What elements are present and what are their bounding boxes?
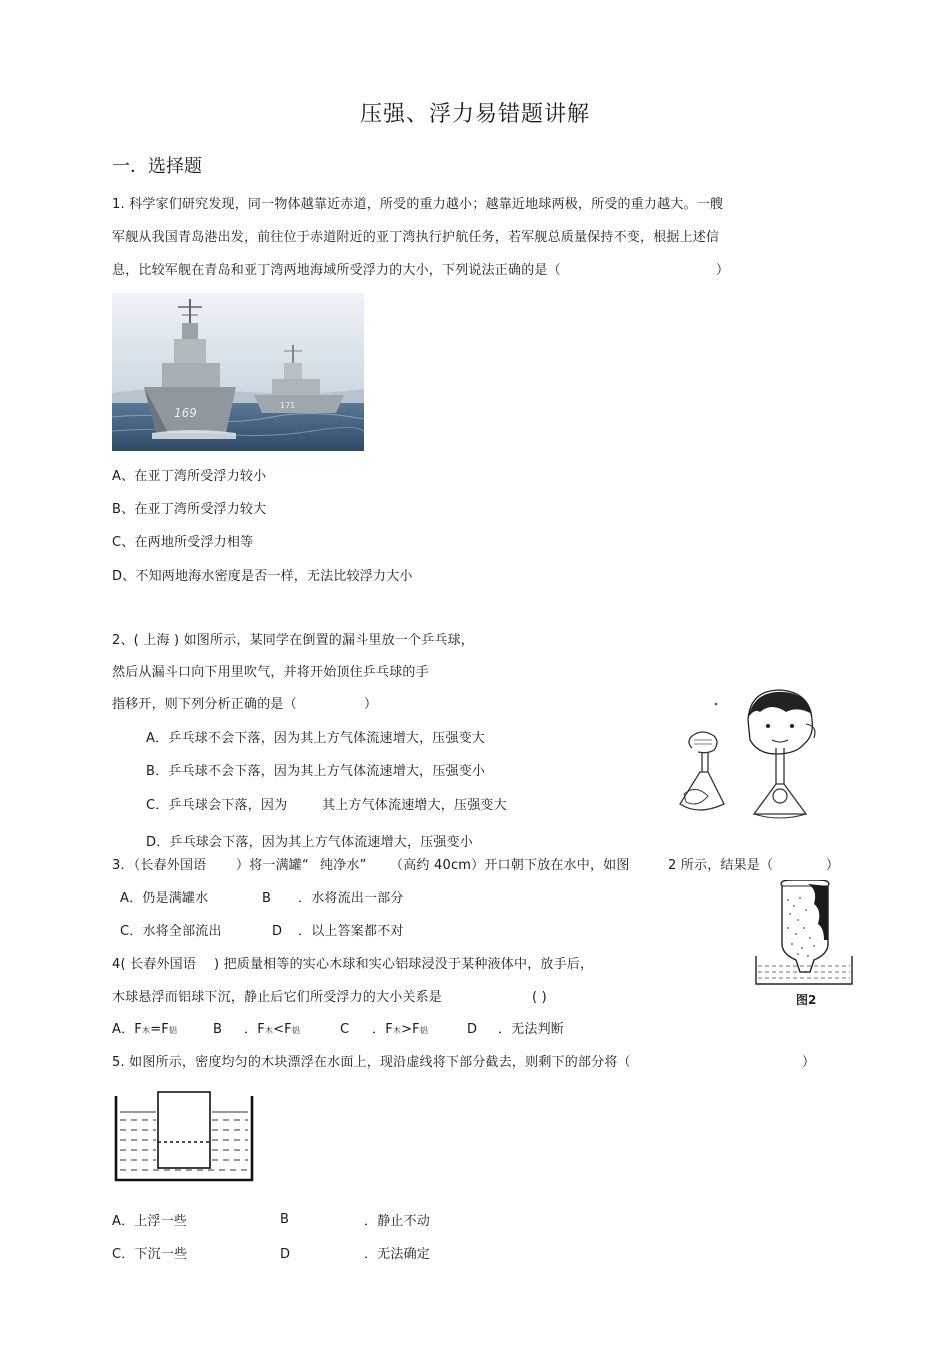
q3-line-part-3: 纯净水”	[320, 858, 367, 873]
q2-bracket-close: ）	[364, 697, 378, 712]
q1-bracket-close: ）	[716, 263, 730, 278]
q1-option-d: D、不知两地海水密度是否一样，无法比较浮力大小	[112, 569, 413, 584]
q4-bracket: ( )	[532, 990, 547, 1005]
q4-line-2: 木球悬浮而铝球下沉，静止后它们所受浮力的大小关系是	[112, 990, 443, 1005]
q1-option-a: A、在亚丁湾所受浮力较小	[112, 469, 267, 484]
q3-option-b-letter: B	[262, 891, 272, 906]
q4-option-c: ．F木>F铝	[372, 1022, 429, 1037]
q5-option-b-text: ．静止不动	[364, 1214, 431, 1229]
q4-option-b-letter: B	[213, 1022, 223, 1037]
q3-line-part-6: 2 所示，结果是（	[668, 858, 774, 873]
q3-option-a: A．仍是满罐水	[120, 891, 209, 906]
water-bottle-figure	[752, 880, 856, 1012]
q5-option-d-text: ．无法确定	[364, 1247, 431, 1262]
q5-option-c: C．下沉一些	[112, 1247, 188, 1262]
q3-option-d-text: ．以上答案都不对	[298, 924, 404, 939]
page-title: 压强、浮力易错题讲解	[359, 102, 590, 127]
warship-photo	[112, 293, 364, 451]
q5-option-b-letter: B	[280, 1212, 290, 1227]
q1-line-2: 军舰从我国青岛港出发，前往位于赤道附近的亚丁湾执行护航任务，若军舰总质量保持不变，根据上述信	[112, 230, 720, 245]
q4-line-1-part-2: ) 把质量相等的实心木球和实心铝球浸没于某种液体中，放手后，	[214, 957, 594, 972]
q3-line-part-5: 40cm）开口朝下放在水中，如图	[434, 858, 630, 873]
q2-option-b: B．乒乓球不会下落，因为其上方气体流速增大，压强变小	[146, 764, 486, 779]
q4-option-c-letter: C	[340, 1022, 350, 1037]
floating-block-figure	[112, 1090, 258, 1186]
q3-line-part-4: （高约	[390, 858, 430, 873]
q2-option-a: A．乒乓球不会下落，因为其上方气体流速增大，压强变大	[146, 731, 486, 746]
q3-option-c: C．水将全部流出	[120, 924, 222, 939]
q3-option-b-text: ．水将流出一部分	[298, 891, 404, 906]
q4-option-b: ．F木<F铝	[244, 1022, 301, 1037]
q5-option-d-letter: D	[280, 1247, 291, 1262]
ship-hull-number-front: 169	[174, 406, 197, 420]
q2-line-2: 然后从漏斗口向下用里吹气，并将开始顶住乒乓球的手	[112, 665, 429, 680]
funnel-pingpong-figure	[668, 684, 838, 834]
ship-hull-number-back: 171	[280, 401, 296, 410]
q3-bracket-close: ）	[826, 858, 840, 873]
q2-line-1: 2、( 上海 ) 如图所示，某同学在倒置的漏斗里放一个乒乓球，	[112, 633, 475, 648]
q4-line-1-part-1: 4( 长春外国语	[112, 957, 197, 972]
q3-option-d-letter: D	[272, 924, 283, 939]
q5-option-a: A．上浮一些	[112, 1214, 188, 1229]
q1-option-c: C、在两地所受浮力相等	[112, 535, 254, 550]
q1-line-1: 1. 科学家们研究发现，同一物体越靠近赤道，所受的重力越小；越靠近地球两极，所受的重力越大。一艘	[112, 197, 724, 212]
q3-line-part-2: ）将一满罐“	[236, 858, 309, 873]
q1-line-3: 息，比较军舰在青岛和亚丁湾两地海域所受浮力的大小，下列说法正确的是（	[112, 263, 561, 278]
q2-option-d: D．乒乓球会下落，因为其上方气体流速增大，压强变小	[146, 835, 474, 850]
q1-option-b: B、在亚丁湾所受浮力较大	[112, 502, 267, 517]
q2-line-3: 指移开，则下列分析正确的是（	[112, 697, 297, 712]
figure-2-label: 图2	[796, 993, 817, 1007]
q5-bracket-close: ）	[802, 1055, 816, 1070]
section-heading: 一．选择题	[112, 156, 202, 177]
q4-option-a: A．F木=F铝	[112, 1022, 178, 1037]
q5-line-1: 5. 如图所示，密度均匀的木块漂浮在水面上，现沿虚线将下部分截去，则剩下的部分将（	[112, 1055, 631, 1070]
q4-option-d-letter: D	[467, 1022, 478, 1037]
q4-option-d-text: ．无法判断	[498, 1022, 565, 1037]
q2-option-c-part-2: 其上方气体流速增大，压强变大	[322, 798, 507, 813]
q3-line-part-1: 3．（长春外国语	[112, 858, 207, 873]
q2-option-c-part-1: C．乒乓球会下落，因为	[146, 798, 288, 813]
